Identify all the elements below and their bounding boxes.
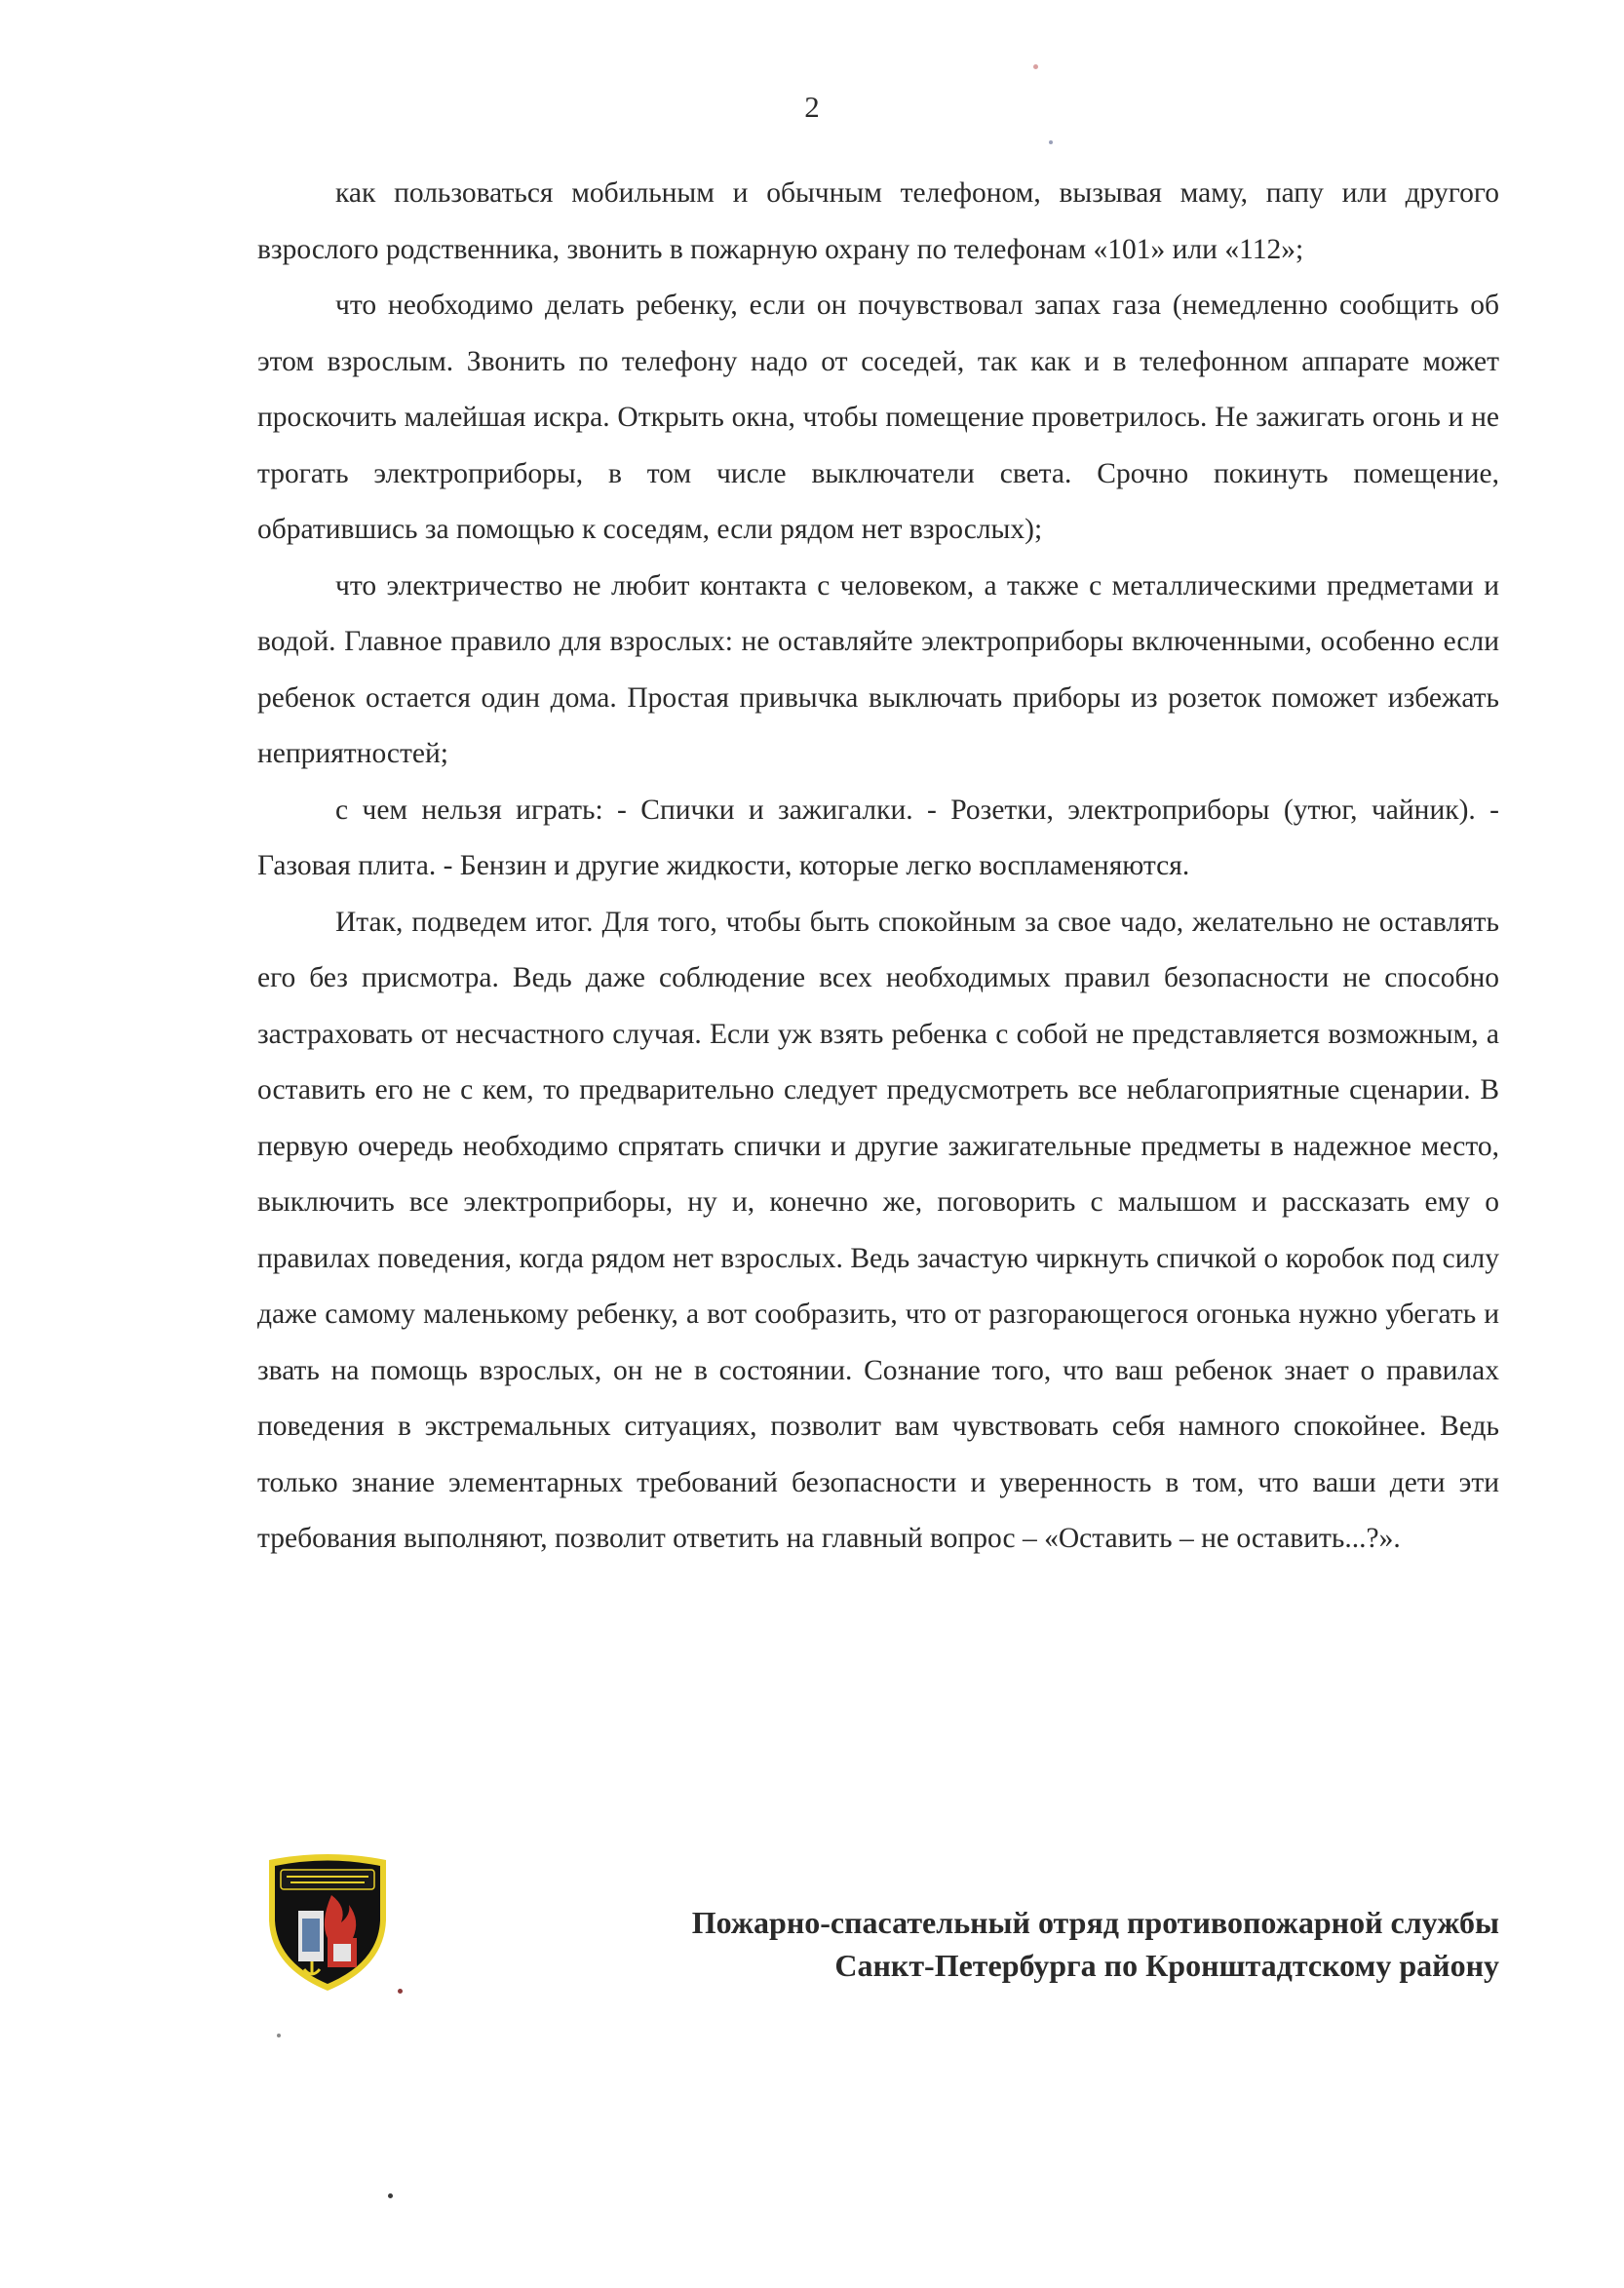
paragraph-phone-usage: как пользоваться мобильным и обычным телефоном, вызывая маму, папу или другого взрослого родственника, звонить в пожарную охрану по телефонам «101» или «112»; [257,177,1499,265]
paragraph-conclusion: Итак, подведем итог. Для того, чтобы быть спокойным за свое чадо, желательно не оставлять его без присмотра. Ведь даже соблюдение всех необходимых правил безопасности не способно застраховать от несчастного случая. Если уж взять ребенка с собой не представляется возможным, а оставить его не с кем, то предварительно следует предусмотреть все неблагоприятные сценарии. В первую очередь необходимо спрятать спички и другие зажигательные предметы в надежное место, выключить все электроприборы, ну и, конечно же, поговорить с малышом и рассказать ему о правилах поведения, когда рядом нет взрослых. Ведь зачастую чиркнуть спичкой о коробок под силу даже самому маленькому ребенку, а вот сообразить, что от разгорающегося огонька нужно убегать и звать на помощь взрослых, он не в состоянии. Сознание того, что ваш ребенок знает о правилах поведения в экстремальных ситуациях, позволит вам чувствовать себя намного спокойнее. Ведь только знание элементарных требований безопасности и уверенность в том, что ваши дети эти требования выполняют, позволит ответить на главный вопрос – «Оставить – не оставить...?». [257,906,1499,1554]
signature-line-1: Пожарно-спасательный отряд противопожарной службы [691,1905,1499,1940]
page-number: 2 [804,90,820,124]
signature-block [546,1901,1499,1987]
scan-speck [1049,140,1053,144]
scan-speck [398,1989,403,1994]
scan-speck [388,2193,393,2198]
paragraph-gas-smell: что необходимо делать ребенку, если он почувствовал запах газа (немедленно сообщить об этом взрослым. Звонить по телефону надо от соседей, так как и в телефонном аппарате может проскочить малейшая искра. Открыть окна, чтобы помещение проветрилось. Не зажигать огонь и не трогать электроприборы, в том числе выключатели света. Срочно покинуть помещение, обратившись за помощью к соседям, если рядом нет взрослых); [257,290,1499,545]
document-body [257,166,1499,1568]
paragraph-electricity: что электричество не любит контакта с человеком, а также с металлическими предметами и водой. Главное правило для взрослых: не оставляйте электроприборы включенными, особенно если ребенок остается один дома. Простая привычка выключать приборы из розеток поможет избежать неприятностей; [257,569,1499,769]
emblem-banner [281,1870,374,1889]
paragraph-dangerous-items: с чем нельзя играть: - Спички и зажигалки. - Розетки, электроприборы (утюг, чайник). - Газовая плита. - Бензин и другие жидкости, которые легко воспламеняются. [257,794,1499,881]
scan-speck [1033,64,1038,69]
scan-speck [277,2034,281,2037]
fire-rescue-shield-emblem-icon [263,1852,392,1995]
signature-line-2: Санкт-Петербурга по Кронштадтскому району [834,1948,1499,1983]
